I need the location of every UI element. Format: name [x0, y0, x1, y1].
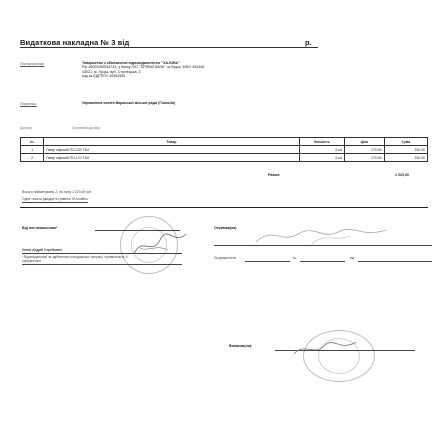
totals-label: Разом: [268, 173, 281, 177]
col-header-sum: Сума [384, 138, 427, 146]
title-underline [20, 47, 318, 48]
title-suffix: р. [305, 38, 312, 47]
summary-count: Всього найменувань 2, на суму 1 020,00 грн. [22, 190, 93, 194]
supplier-responsibility-note: * Відповідальний за здійснення господарської операції і правильність її оформлення [22, 255, 128, 263]
supplier-name: Товариство з обмеженою відповідальністю "ХА-БІНА" [82, 61, 180, 65]
col-header-number: № [21, 138, 44, 146]
issued-by-label: Виписав(ла): [229, 344, 253, 348]
table-row [21, 154, 428, 162]
proxy-date-line [358, 261, 432, 262]
proxy-line [245, 261, 290, 262]
col-header-price: Ціна [345, 138, 384, 146]
document-title: Видаткова накладна № 3 від [20, 38, 130, 47]
row-qty: 3 шт [299, 146, 344, 154]
row-qty: 3 шт [299, 154, 344, 162]
row-item: Папір офісний ПО-203 Т.Бл [44, 146, 300, 154]
supplier-label: Постачальник: [20, 62, 45, 66]
proxy-number-line [300, 261, 345, 262]
buyer-name-text: Управління освіти Вараської міської ради (Гімназія) [82, 101, 176, 105]
summary-words: Одна тисяча двадцять гривень 00 копійок [22, 197, 88, 201]
supplier-address: 43021, м. Луцьк, вул. Стрілецька, 2, [82, 69, 142, 74]
supplier-code: код за ЄДРПОУ 40952555 [82, 74, 126, 79]
buyer-label: Покупець: [20, 102, 37, 106]
row-price: 170,00 [345, 154, 384, 162]
totals-value: 1 020,00 [395, 173, 409, 177]
col-header-item: Товар [44, 138, 300, 146]
contract-value: Основний договір [72, 126, 100, 130]
proxy-date-label: від [350, 256, 355, 260]
row-item: Папір офісний ПО-170 Т.Бл [44, 154, 300, 162]
supplier-bank: Р/р 26002055518743, у банку ПАТ "ПРИВАТБАНК", м.Луцьк, МФО 303440, [82, 65, 206, 70]
goods-table [20, 137, 428, 162]
proxy-label: За довіреністю [214, 256, 237, 260]
section-divider [20, 207, 428, 208]
col-header-qty: Кількість [299, 138, 344, 146]
buyer-name [82, 101, 175, 105]
row-sum: 510,00 [384, 154, 427, 162]
supplier-details [82, 61, 382, 79]
supplier-signer-name: Хаїтів Андрій Сергійович [22, 248, 62, 252]
row-price: 170,00 [345, 146, 384, 154]
issuer-handwritten-signature [290, 336, 360, 360]
table-header-row [21, 138, 428, 146]
row-sum: 510,00 [384, 146, 427, 154]
receiver-handwritten-signature [252, 222, 392, 248]
supplier-handwritten-signature [130, 226, 190, 262]
contract-label: Договір: [20, 126, 33, 130]
proxy-number-label: № [293, 256, 297, 260]
row-number: 1 [21, 146, 44, 154]
table-row [21, 146, 428, 154]
row-number: 2 [21, 154, 44, 162]
receiver-label: Отримав(ла) [214, 226, 237, 230]
supplier-signature-label: Від постачальника* [22, 226, 58, 230]
